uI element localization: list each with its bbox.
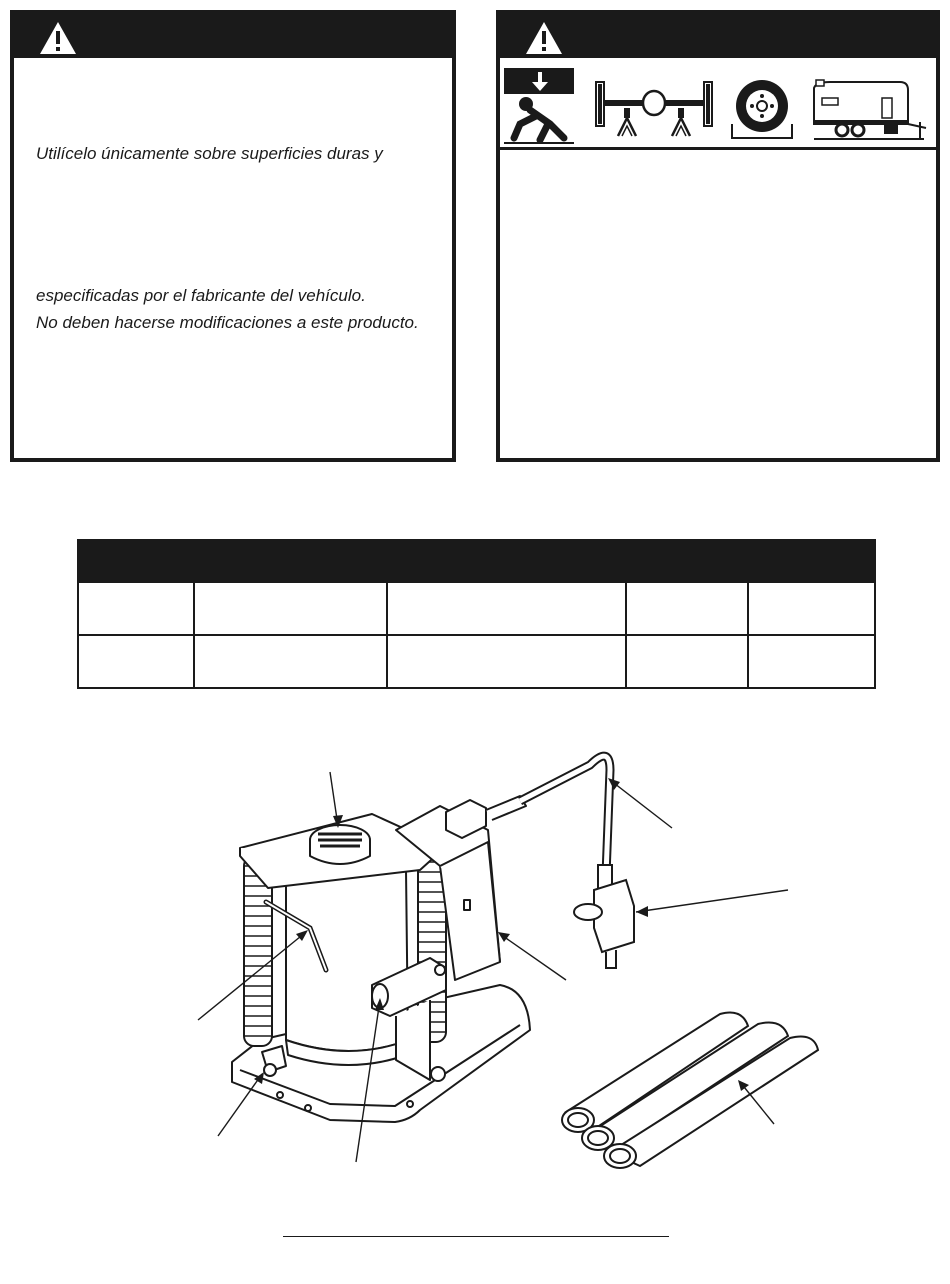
trailer-icon [814,80,926,140]
table-row [78,635,875,688]
wheel-chock-icon [732,80,792,138]
table-cell [748,582,875,635]
table-header [78,540,875,582]
table-cell [194,582,387,635]
spec-table [77,539,876,689]
warning-header-right [500,14,936,58]
table-cell [387,635,626,688]
air-control-valve [574,880,634,968]
table-cell [748,635,875,688]
table-header-row [78,540,875,582]
air-hose [520,756,612,889]
table-cell [194,635,387,688]
warning-header-left [14,14,452,58]
table-cell [78,582,194,635]
table-row [78,582,875,635]
table-cell [626,582,748,635]
handle-tubes [562,1013,818,1169]
warning-triangle-icon [524,20,564,56]
crush-hazard-icon [504,68,574,144]
warning-triangle-icon [38,20,78,56]
warning-text-line: No deben hacerse modificaciones a este producto. [36,313,419,332]
jack-stands-icon [596,82,712,136]
table-cell [626,635,748,688]
warning-text-line: especificadas por el fabricante del vehículo. [36,286,366,305]
warning-box-right [496,10,940,462]
jack-parts-figure [150,720,850,1180]
footer-rule [283,1236,669,1237]
pictogram-strip [500,58,936,150]
warning-text-line: Utilícelo únicamente sobre superficies duras y [36,144,383,163]
warning-box-left [10,10,456,462]
cylinder-body [286,858,408,1066]
saddle-icon [310,825,370,864]
table-cell [78,635,194,688]
table-cell [387,582,626,635]
